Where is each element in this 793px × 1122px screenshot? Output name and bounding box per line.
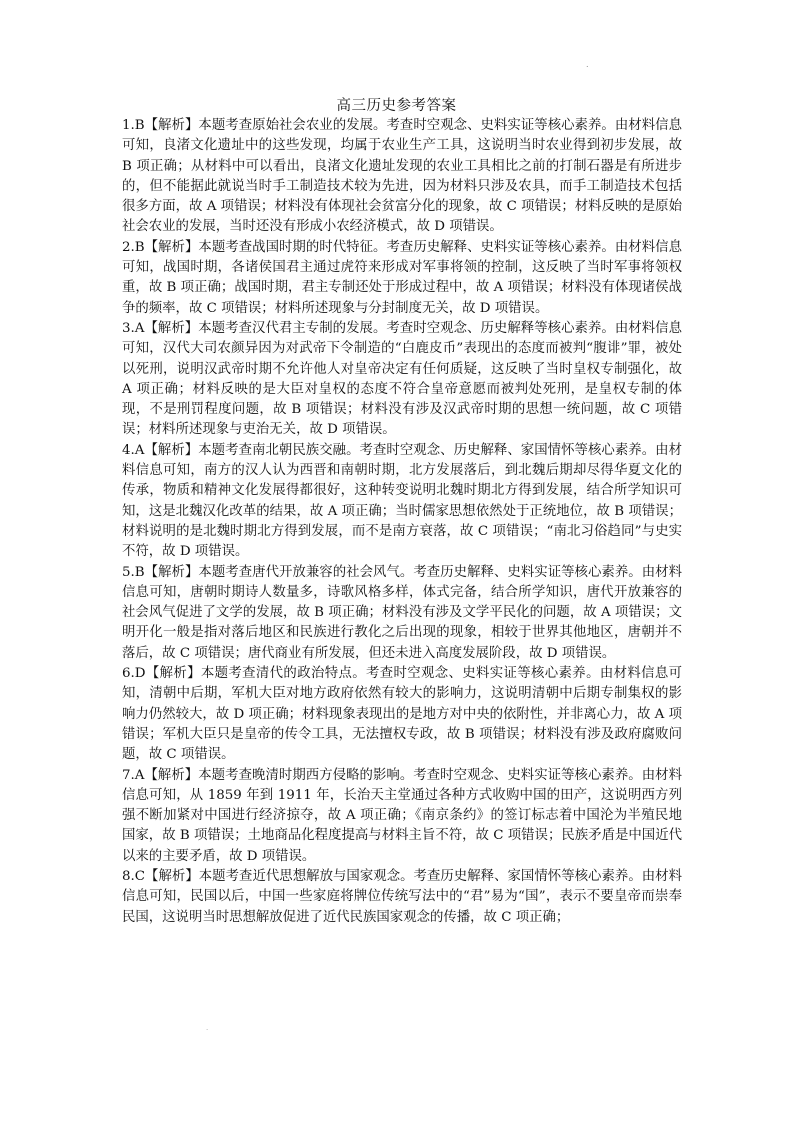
answer-3: 3.A【解析】本题考查汉代君主专制的发展。考查时空观念、历史解释等核心素养。由材料信息可知，汉代大司农颜异因为对武帝下令制造的“白鹿皮币”表现出的态度而被判“腹诽”罪，被处以死刑，说明汉武帝时期不允许他人对皇帝决定有任何质疑，这反映了当时皇权专制强化，故 A 项正确；材料反映的是大臣对皇权的态度不符合皇帝意愿而被判处死刑，是皇权专制的体现，不是刑罚程度问题，故 B 项错误；材料没有涉及汉武帝时期的思想一统问题，故 C 项错误；材料所述现象与吏治无关，故 D 项错误。: [122, 320, 682, 438]
page-title: 高三历史参考答案: [336, 98, 457, 114]
answer-4: 4.A【解析】本题考查南北朝民族交融。考查时空观念、历史解释、家国情怀等核心素养。由材料信息可知，南方的汉人认为西晋和南朝时期，北方发展落后，到北魏后期却尽得华夏文化的传承，物质和精神文化发展得都很好，这种转变说明北魏时期北方得到发展，结合所学知识可知，这是北魏汉化改革的结果，故 A 项正确；当时儒家思想依然处于正统地位，故 B 项错误；材料说明的是北魏时期北方得到发展，而不是南方衰落，故 C 项错误；“南北习俗趋同”与史实不符，故 D 项错误。: [122, 442, 682, 560]
answer-2: 2.B【解析】本题考查战国时期的时代特征。考查历史解释、史料实证等核心素养。由材料信息可知，战国时期，各诸侯国君主通过虎符来形成对军事将领的控制，这反映了当时军事将领权重，故 B 项正确；战国时期，君主专制还处于形成过程中，故 A 项错误；材料没有体现诸侯战争的频率，故 C 项错误；材料所述现象与分封制度无关，故 D 项错误。: [122, 239, 682, 316]
answer-list: [122, 116, 682, 928]
answer-7: 7.A【解析】本题考查晚清时期西方侵略的影响。考查时空观念、史料实证等核心素养。由材料信息可知，从 1859 年到 1911 年，长治天主堂通过各种方式收购中国的田产，这说明西方列强不断加紧对中国进行经济掠夺，故 A 项正确；《南京条约》的签订标志着中国沦为半殖民地国家，故 B 项错误；土地商品化程度提高与材料主旨不符，故 C 项错误；民族矛盾是中国近代以来的主要矛盾，故 D 项错误。: [122, 767, 682, 864]
answer-8: 8.C【解析】本题考查近代思想解放与国家观念。考查历史解释、家国情怀等核心素养。由材料信息可知，民国以后，中国一些家庭将牌位传统写法中的“君”易为“国”，表示不要皇帝而崇奉民国，这说明当时思想解放促进了近代民族国家观念的传播，故 C 项正确；: [122, 868, 682, 925]
footer-mark: .: [206, 1024, 209, 1032]
answer-5: 5.B【解析】本题考查唐代开放兼容的社会风气。考查历史解释、史料实证等核心素养。由材料信息可知，唐朝时期诗人数量多，诗歌风格多样，体式完备，结合所学知识，唐代开放兼容的社会风气促进了文学的发展，故 B 项正确；材料没有涉及文学平民化的问题，故 A 项错误；文明开化一般是指对落后地区和民族进行教化之后出现的现象，相较于世界其他地区，唐朝并不落后，故 C 项错误；唐代商业有所发展，但还未进入高度发展阶段，故 D 项错误。: [122, 564, 682, 661]
header-dot: .: [586, 60, 589, 69]
answer-6: 6.D【解析】本题考查清代的政治特点。考查时空观念、史料实证等核心素养。由材料信息可知，清朝中后期，军机大臣对地方政府依然有较大的影响力，这说明清朝中后期专制集权的影响力仍然较大，故 D 项正确；材料现象表现出的是地方对中央的依附性，并非离心力，故 A 项错误；军机大臣只是皇帝的传令工具，无法擅权专政，故 B 项错误；材料没有涉及政府腐败问题，故 C 项错误。: [122, 666, 682, 763]
answer-1: 1.B【解析】本题考查原始社会农业的发展。考查时空观念、史料实证等核心素养。由材料信息可知，良渚文化遗址中的这些发现，均属于农业生产工具，这说明当时农业得到初步发展，故 B 项正确；从材料中可以看出，良渚文化遗址发现的农业工具相比之前的打制石器是有所进步的，但不能据此就说当时手工制造技术较为先进，因为材料只涉及农具，而手工制造技术包括很多方面，故 A 项错误；材料没有体现社会贫富分化的现象，故 C 项错误；材料反映的是原始社会农业的发展，当时还没有形成小农经济模式，故 D 项错误。: [122, 118, 682, 235]
